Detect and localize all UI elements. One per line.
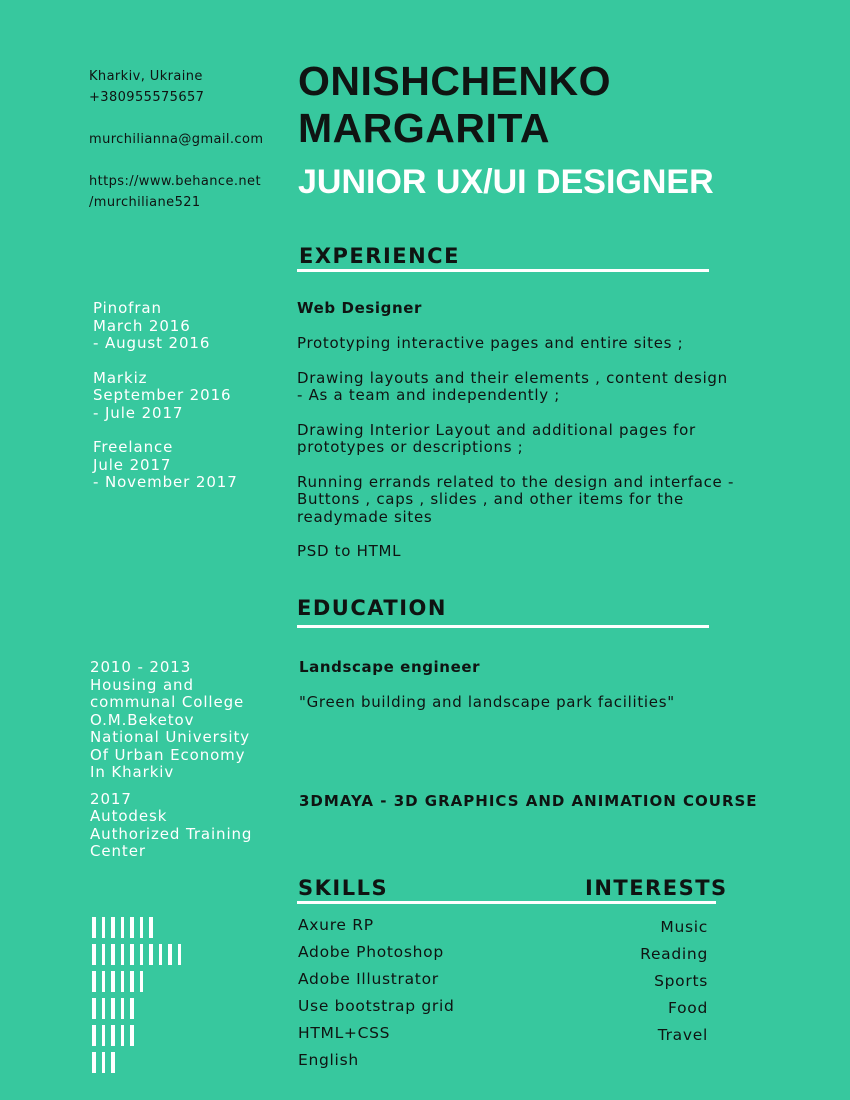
institution-line: Autodesk	[90, 807, 168, 825]
institution-line: In Kharkiv	[90, 763, 175, 781]
skill-level-tick	[102, 944, 106, 965]
contact-phone[interactable]: +380955575657	[89, 90, 205, 105]
skill-level-tick	[121, 971, 125, 992]
skill-level-tick	[92, 1025, 96, 1046]
education-heading: EDUCATION	[297, 596, 447, 620]
skill-level-tick	[102, 1025, 106, 1046]
skill-level-tick	[140, 944, 144, 965]
given-name: MARGARITA	[298, 105, 550, 151]
job-title: Web Designer	[297, 299, 423, 317]
skill-level-tick	[130, 971, 134, 992]
skill-level-tick	[130, 917, 134, 938]
duty-item: Drawing Interior Layout and additional pages for prototypes or descriptions ;	[297, 420, 696, 456]
skill-level-row	[92, 1052, 187, 1073]
skill-level-tick	[111, 971, 115, 992]
skill-level-tick	[149, 944, 153, 965]
skill-level-tick	[178, 944, 182, 965]
skill-level-tick	[121, 998, 125, 1019]
period-company: Freelance	[93, 438, 174, 456]
skill-level-tick	[121, 1025, 125, 1046]
skill-level-tick	[130, 998, 134, 1019]
contact-email[interactable]: murchilianna@gmail.com	[89, 132, 264, 147]
skill-item: English	[298, 1051, 359, 1069]
interest-item: Reading	[640, 945, 708, 963]
skill-level-tick	[130, 1025, 134, 1046]
skill-level-row	[92, 971, 187, 992]
skill-level-tick	[111, 1025, 115, 1046]
education-institutions	[90, 659, 252, 878]
period-to: - November 2017	[93, 473, 238, 491]
skill-level-tick	[159, 944, 163, 965]
interest-item: Travel	[657, 1026, 708, 1044]
surname: ONISHCHENKO	[298, 58, 612, 104]
full-name	[298, 58, 611, 152]
skill-level-tick	[111, 944, 115, 965]
skills-rule	[297, 901, 716, 904]
institution-years: 2010 - 2013	[90, 658, 192, 676]
institution-line: communal College	[90, 693, 245, 711]
course-title: 3DMAYA - 3D GRAPHICS AND ANIMATION COURSE	[299, 792, 758, 810]
thesis-title: "Green building and landscape park facilities"	[299, 693, 675, 711]
duty-item: Drawing layouts and their elements , content design - As a team and independently ;	[297, 368, 728, 404]
skill-level-tick	[111, 917, 115, 938]
institution-line: National University	[90, 728, 251, 746]
experience-periods	[93, 300, 238, 509]
institution-entry	[90, 659, 252, 782]
institution-line: O.M.Beketov	[90, 710, 195, 729]
period-from: March 2016	[93, 316, 191, 335]
job-role: JUNIOR UX/UI DESIGNER	[298, 163, 714, 201]
skill-level-row	[92, 944, 187, 965]
institution-line: Housing and	[90, 675, 194, 694]
skill-level-tick	[140, 971, 144, 992]
skills-list	[298, 912, 455, 1074]
period-entry	[93, 300, 238, 353]
interest-item: Food	[668, 999, 708, 1017]
skill-item: HTML+CSS	[298, 1024, 391, 1042]
skill-level-tick	[140, 917, 144, 938]
period-entry	[93, 370, 238, 423]
duties-list	[297, 335, 737, 578]
period-company: Markiz	[93, 368, 148, 387]
duty-item: Prototyping interactive pages and entire sites ;	[297, 334, 684, 352]
contact-city: Kharkiv, Ukraine	[89, 69, 203, 84]
duty-item: PSD to HTML	[297, 542, 402, 560]
duty-item: Running errands related to the design and interface - Buttons , caps , slides , and other items for the readymade sites	[297, 472, 735, 526]
skill-item: Adobe Illustrator	[298, 970, 439, 988]
skill-level-tick	[102, 971, 106, 992]
skill-level-row	[92, 1025, 187, 1046]
degree-title: Landscape engineer	[299, 658, 481, 676]
skill-level-tick	[111, 1052, 115, 1073]
period-to: - August 2016	[93, 334, 211, 352]
period-to: - Jule 2017	[93, 403, 184, 422]
skill-level-tick	[149, 917, 153, 938]
skill-level-tick	[121, 917, 125, 938]
skill-item: Use bootstrap grid	[298, 997, 455, 1015]
skill-level-tick	[121, 944, 125, 965]
skill-level-tick	[92, 1052, 96, 1073]
skill-level-row	[92, 917, 187, 938]
experience-heading: EXPERIENCE	[299, 244, 460, 268]
interest-item: Music	[660, 918, 708, 936]
skills-heading: SKILLS	[298, 876, 389, 900]
skill-level-tick	[102, 998, 106, 1019]
interests-list	[640, 914, 708, 1049]
contact-behance-line1[interactable]: https://www.behance.net	[89, 174, 261, 189]
skill-level-tick	[102, 1052, 106, 1073]
skill-item: Adobe Photoshop	[298, 943, 444, 961]
skill-level-tick	[92, 971, 96, 992]
period-from: September 2016	[93, 386, 232, 404]
skill-item: Axure RP	[298, 916, 374, 934]
institution-entry	[90, 791, 252, 861]
period-company: Pinofran	[93, 299, 162, 317]
period-from: Jule 2017	[93, 455, 172, 474]
skill-level-tick	[130, 944, 134, 965]
institution-line: Center	[90, 842, 146, 860]
skill-level-bars	[92, 917, 187, 1079]
contact-behance-line2[interactable]: /murchiliane521	[89, 195, 201, 210]
institution-line: Of Urban Economy	[90, 745, 246, 764]
institution-line: Authorized Training	[90, 824, 253, 843]
contact-block	[89, 66, 263, 213]
institution-years: 2017	[90, 789, 132, 808]
skill-level-tick	[92, 944, 96, 965]
interest-item: Sports	[654, 972, 708, 990]
skill-level-row	[92, 998, 187, 1019]
experience-rule	[297, 269, 709, 272]
skill-level-tick	[92, 998, 96, 1019]
skill-level-tick	[168, 944, 172, 965]
skill-level-tick	[111, 998, 115, 1019]
interests-heading: INTERESTS	[585, 876, 728, 900]
period-entry	[93, 439, 238, 492]
skill-level-tick	[92, 917, 96, 938]
education-rule	[297, 625, 709, 628]
skill-level-tick	[102, 917, 106, 938]
